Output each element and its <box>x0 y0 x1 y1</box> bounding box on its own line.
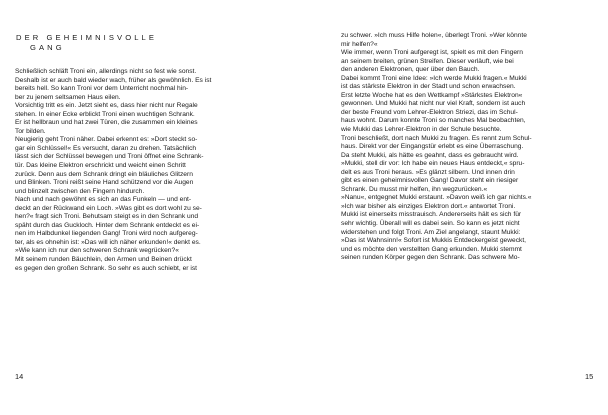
text-line: gewonnen. Und Mukki hat nicht nur viel Kraft, sondern ist auch <box>341 100 526 108</box>
text-line: ber zu jenem seltsamen Haus eilen. <box>15 93 121 101</box>
text-line: haus. Direkt vor der Eingangstür erlebt es eine Überraschung. <box>341 143 524 151</box>
text-line: Dabei kommt Troni eine Idee: »Ich werde Mukki fragen.« Mukki <box>341 74 527 82</box>
text-line: »Mukki, stell dir vor: Ich habe ein neues Haus entdeckt,« spru- <box>341 160 525 168</box>
text-line: und blinzelt zwischen den Fingern hindurch. <box>15 187 145 195</box>
text-line: lässt sich der Schlüssel bewegen und Troni öffnet eine Schrank- <box>15 153 204 161</box>
text-line: und Blinken. Troni reißt seine Hand schützend vor die Augen <box>15 179 194 187</box>
text-line: »Ich war bisher als einziges Elektron dort.« antwortet Troni. <box>341 202 516 210</box>
text-line: bereits hell. So kann Troni vor dem Unterricht nochmal hin- <box>15 85 189 93</box>
text-line: Nach und nach gewöhnt es sich an das Funkeln — und ent- <box>15 196 192 204</box>
text-line: Mit seinem runden Bäuchlein, den Armen und Beinen drückt <box>15 256 192 264</box>
body-text <box>15 68 268 273</box>
text-line: ter, als es ohnehin ist: »Das will ich näher erkunden!« denkt es. <box>15 238 201 246</box>
body-text <box>341 32 597 263</box>
text-line: »Wie kann ich nur den schweren Schrank wegrücken?« <box>15 247 179 255</box>
text-line: und es möchte den verstellten Gang erkunden. Mukki stemmt <box>341 245 522 253</box>
text-line: Schließlich schläft Troni ein, allerdings nicht so fest wie sonst. <box>15 68 197 75</box>
text-line: widerstehen und folgt Troni. Am Ziel angelangt, staunt Mukki: <box>341 228 521 236</box>
text-line: an seinem breiten, grünen Streifen. Dieser verläuft, wie bei <box>341 57 514 65</box>
text-line: zurück. Denn aus dem Schrank dringt ein bläuliches Glitzern <box>15 170 193 178</box>
text-line: seinen runden Körper gegen den Schrank. Das schwere Mo- <box>341 254 520 262</box>
text-line: zu schwer. »Ich muss Hilfe holen«, überlegt Troni. »Wer könnte <box>341 32 527 39</box>
text-line: deckt an der Rückwand ein Loch. »Was gibt es dort wohl zu se- <box>15 204 202 212</box>
text-line: Tor bilden. <box>15 127 46 135</box>
text-line: tür. Das kleine Elektron erschrickt und weicht einen Schritt <box>15 162 186 170</box>
text-line: Er ist hellbraun und hat zwei Türen, die zusammen ein kleines <box>15 119 198 127</box>
text-line: stehen. In einer Ecke erblickt Troni einen wuchtigen Schrank. <box>15 110 195 118</box>
text-line: gibt es einen geheimnisvollen Gang! Davor steht ein riesiger <box>341 177 519 185</box>
text-line: »Nanu«, entgegnet Mukki erstaunt. »Davon weiß ich gar nichts.« <box>341 194 532 202</box>
text-line: der beste Freund vom Lehrer-Elektron Striezi, das im Schul- <box>341 108 518 116</box>
text-line: mir helfen?« <box>341 40 378 48</box>
text-line: ist das stärkste Elektron in der Stadt und schon erwachsen. <box>341 83 516 91</box>
text-line: Deshalb ist er auch bald wieder wach, früher als gewöhnlich. Es ist <box>15 76 212 84</box>
page-number: 15 <box>585 372 594 381</box>
text-line: haus wohnt. Darum konnte Troni so manches Mal beobachten, <box>341 117 526 125</box>
text-line: delt es aus Troni heraus. »Es glänzt silbern. Und innen drin <box>341 168 515 176</box>
text-line: den anderen Elektronen, quer über den Bauch. <box>341 66 480 74</box>
text-line: Vorsichtig tritt es ein. Jetzt sieht es, dass hier nicht nur Regale <box>15 102 198 110</box>
text-line: Da steht Mukki, als hätte es geahnt, dass es gebraucht wird. <box>341 151 519 159</box>
right-page <box>304 0 608 415</box>
chapter-title-line: GANG <box>30 42 65 52</box>
text-line: Mukki ist einerseits misstrauisch. Andererseits hält es sich für <box>341 211 522 219</box>
chapter-title-line: DER GEHEIMNISVOLLE <box>16 33 158 42</box>
page-number: 14 <box>15 372 24 381</box>
text-line: nen im Halbdunkel liegenden Gang! Troni wird noch aufgereg- <box>15 230 198 238</box>
text-line: Neugierig geht Troni näher. Dabei erkennt es: »Dort steckt so- <box>15 136 198 144</box>
text-line: späht durch das Guckloch. Hinter dem Schrank entdeckt es ei- <box>15 221 200 229</box>
text-line: »Das ist Wahnsinn!« Sofort ist Mukkis Entdeckergeist geweckt, <box>341 237 527 245</box>
text-line: es gegen den großen Schrank. So sehr es auch schiebt, er ist <box>15 264 197 272</box>
text-line: hen?« fragt sich Troni. Behutsam steigt es in den Schrank und <box>15 213 199 221</box>
text-line: Schrank. Du musst mir helfen, ihn wegzurücken.« <box>341 185 488 193</box>
text-line: Wie immer, wenn Troni aufgeregt ist, spielt es mit den Fingern <box>341 49 523 57</box>
chapter-title <box>16 33 286 52</box>
text-line: sehr wichtig. Überall will es dabei sein. So kann es jetzt nicht <box>341 220 520 228</box>
text-line: wie Mukki das Lehrer-Elektron in der Schule besuchte. <box>341 126 502 134</box>
text-line: gar ein Schlüssel!« Es versucht, daran zu drehen. Tatsächlich <box>15 144 197 152</box>
text-line: Erst letzte Woche hat es den Wettkampf »Stärkstes Elektron« <box>341 91 523 99</box>
text-line: Troni beschließt, dort nach Mukki zu fragen. Es rennt zum Schul- <box>341 134 532 142</box>
